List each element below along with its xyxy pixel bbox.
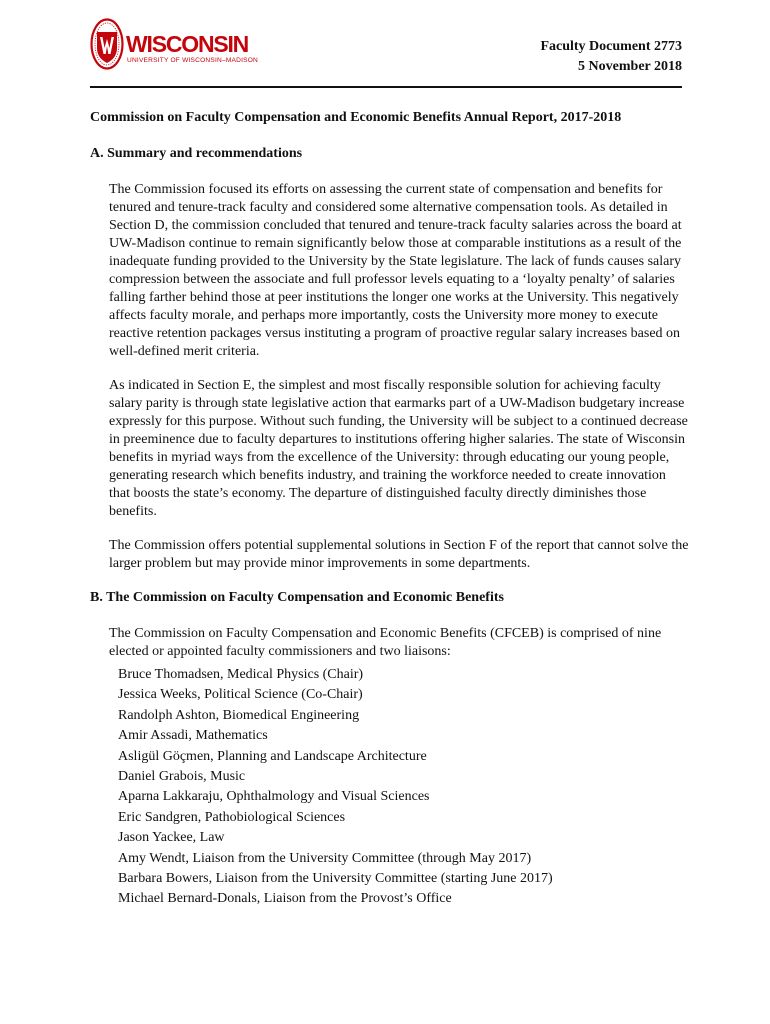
commission-member-list: [118, 665, 690, 910]
uw-crest-icon: [90, 18, 124, 70]
section-b-heading: B. The Commission on Faculty Compensation and Economic Benefits: [90, 590, 504, 605]
member-item: Eric Sandgren, Pathobiological Sciences: [118, 809, 346, 825]
member-item: Aparna Lakkaraju, Ophthalmology and Visual Sciences: [118, 789, 430, 805]
section-b-intro: The Commission on Faculty Compensation and Economic Benefits (CFCEB) is comprised of nine elected or appointed faculty commissioners and two liaisons:: [109, 626, 662, 659]
document-date: 5 November 2018: [578, 59, 682, 74]
header-divider: [90, 86, 682, 88]
section-a-paragraph: The Commission focused its efforts on assessing the current state of compensation and benefits for tenured and tenure-track faculty and considered some alternative compensation tools. As detailed in Section D, the commission concluded that tenured and tenure-track faculty salaries across the board at UW-Madison continue to remain significantly below those at comparable institutions as a result of the inadequate funding provided to the University by the State legislature. The lack of funds causes salary compression between the associate and full professor levels equating to a ‘loyalty penalty’ of salaries falling farther behind those at peer institutions the longer one works at the University. This negatively affects faculty morale, and perhaps more importantly, costs the University more money to execute reactive retention packages versus instituting a program of proactive regular salary increases based on well-defined merit criteria.: [109, 182, 682, 359]
member-item: Randolph Ashton, Biomedical Engineering: [118, 707, 360, 723]
logo-subtitle: UNIVERSITY OF WISCONSIN–MADISON: [127, 57, 259, 64]
member-item: Amir Assadi, Mathematics: [118, 728, 268, 744]
document-number: Faculty Document 2773: [540, 39, 682, 54]
report-title: Commission on Faculty Compensation and Economic Benefits Annual Report, 2017-2018: [90, 110, 622, 125]
member-item: Daniel Grabois, Music: [118, 769, 246, 785]
section-a-heading: A. Summary and recommendations: [90, 146, 303, 161]
member-item: Jason Yackee, Law: [118, 830, 225, 846]
member-item: Michael Bernard-Donals, Liaison from the Provost’s Office: [118, 891, 452, 907]
document-meta: [540, 37, 682, 77]
member-item: Bruce Thomadsen, Medical Physics (Chair): [118, 667, 364, 682]
member-item: Amy Wendt, Liaison from the University Committee (through May 2017): [118, 850, 532, 866]
member-item: Barbara Bowers, Liaison from the University Committee (starting June 2017): [118, 871, 553, 887]
section-a-paragraph: The Commission offers potential supplemental solutions in Section F of the report that cannot solve the larger problem but may provide minor improvements in some departments.: [109, 538, 689, 571]
member-item: Jessica Weeks, Political Science (Co-Chair): [118, 687, 363, 703]
section-a-paragraph: As indicated in Section E, the simplest and most fiscally responsible solution for achieving faculty salary parity is through state legislative action that earmarks part of a UW-Madison budgetary increase expressly for this purpose. Without such funding, the University will be subject to a continued decrease in preeminence due to faculty departures to institutions offering higher salaries. The state of Wisconsin benefits in myriad ways from the excellence of the University: through educating our young people, generating research which benefits industry, and training the workforce needed to create innovation that boosts the state’s economy. The departure of distinguished faculty directly diminishes those benefits.: [109, 378, 688, 519]
logo-wordmark: WISCONSIN: [126, 31, 249, 57]
member-item: Asligül Göçmen, Planning and Landscape Architecture: [118, 748, 427, 764]
university-logo: [90, 18, 259, 72]
document-body: [90, 109, 690, 910]
